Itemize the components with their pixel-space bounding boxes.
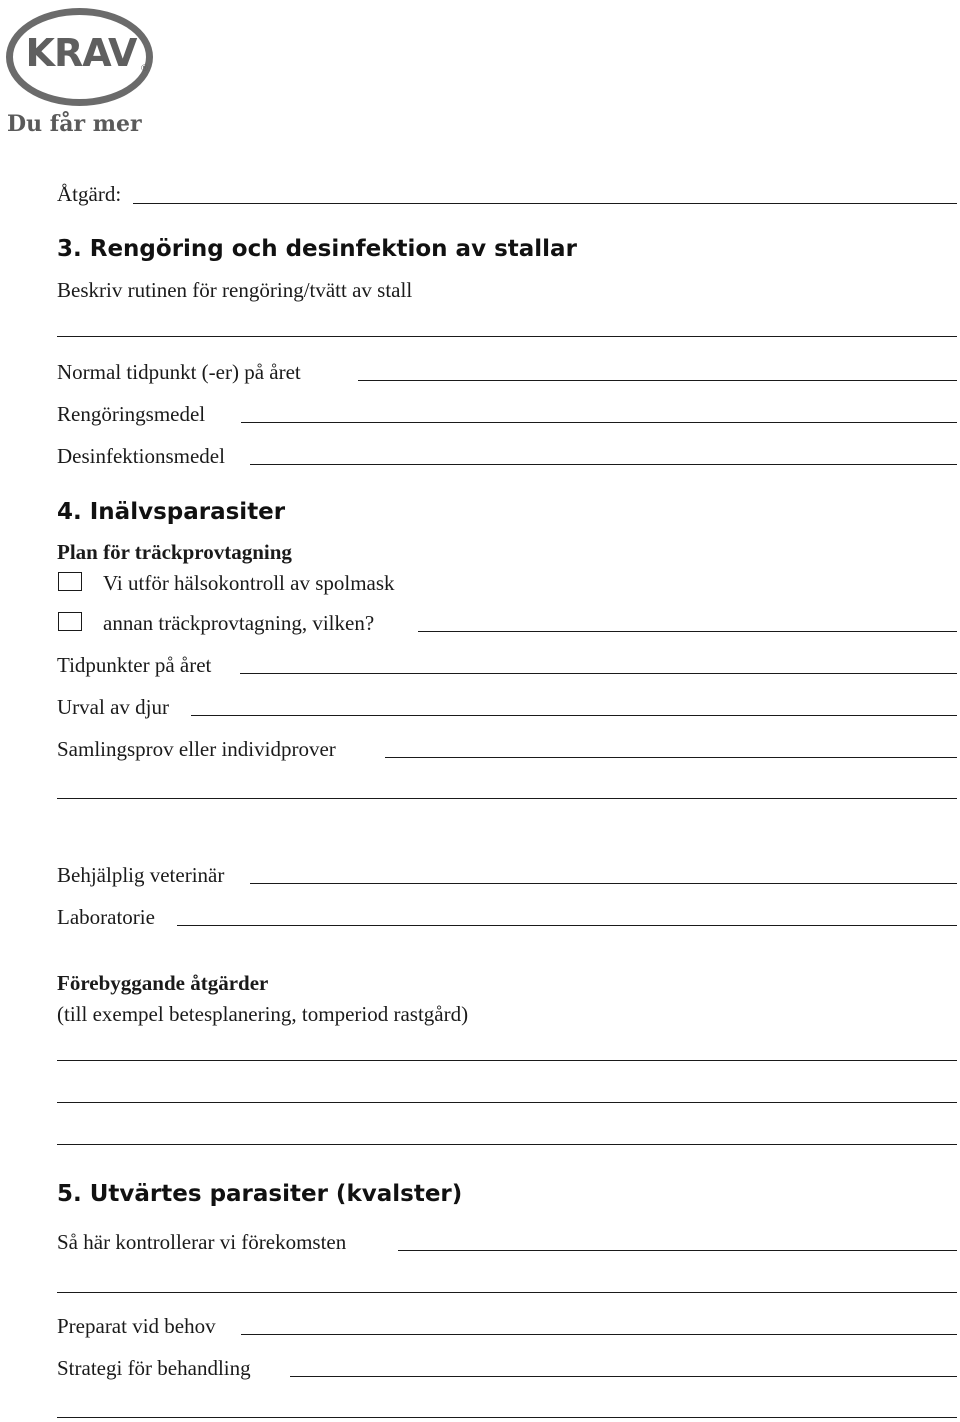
section4-preventive-title: Förebyggande åtgärder: [57, 971, 269, 995]
section5-strategy-extra-line[interactable]: [57, 1417, 957, 1418]
section3-time-label: Normal tidpunkt (-er) på året: [57, 360, 301, 384]
section4-selection-line[interactable]: [191, 715, 957, 716]
section5-preparation-line[interactable]: [241, 1334, 957, 1335]
section4-times-label: Tidpunkter på året: [57, 653, 212, 677]
section4-preventive-line-2[interactable]: [57, 1102, 957, 1103]
section4-preventive-line-1[interactable]: [57, 1060, 957, 1061]
section5-strategy-line[interactable]: [290, 1376, 957, 1377]
section3-time-line[interactable]: [358, 380, 957, 381]
atgard-input-line[interactable]: [133, 203, 957, 204]
section4-samples-extra-line[interactable]: [57, 798, 957, 799]
section5-control-label: Så här kontrollerar vi förekomsten: [57, 1230, 347, 1254]
section4-lab-line[interactable]: [177, 925, 957, 926]
atgard-label: Åtgärd:: [57, 182, 122, 206]
section3-description-line[interactable]: [57, 336, 957, 337]
section4-preventive-example: (till exempel betesplanering, tomperiod rastgård): [57, 1002, 469, 1026]
section3-cleaner-label: Rengöringsmedel: [57, 402, 206, 426]
section4-selection-label: Urval av djur: [57, 695, 169, 719]
section3-disinfectant-label: Desinfektionsmedel: [57, 444, 225, 468]
section3-heading: 3. Rengöring och desinfektion av stallar: [57, 236, 577, 262]
section5-strategy-label: Strategi för behandling: [57, 1356, 251, 1380]
section5-heading: 5. Utvärtes parasiter (kvalster): [57, 1181, 463, 1207]
section5-preparation-label: Preparat vid behov: [57, 1314, 216, 1338]
section4-vet-label: Behjälplig veterinär: [57, 863, 225, 887]
logo-registered-mark: ®: [140, 64, 149, 74]
section4-plan-title: Plan för träckprovtagning: [57, 540, 292, 564]
section4-vet-line[interactable]: [250, 883, 957, 884]
section4-preventive-line-3[interactable]: [57, 1144, 957, 1145]
section5-control-line[interactable]: [398, 1250, 957, 1251]
section3-cleaner-line[interactable]: [241, 422, 957, 423]
section4-heading: 4. Inälvsparasiter: [57, 499, 286, 525]
section4-samples-line[interactable]: [385, 757, 957, 758]
section5-control-extra-line[interactable]: [57, 1292, 957, 1293]
checkbox-other-sampling[interactable]: [58, 612, 82, 631]
section4-times-line[interactable]: [240, 673, 957, 674]
option-other-sampling-line[interactable]: [418, 631, 957, 632]
section4-lab-label: Laboratorie: [57, 905, 155, 929]
option-other-sampling-label: annan träckprovtagning, vilken?: [103, 611, 375, 635]
logo-brand: KRAV: [25, 31, 137, 75]
option-spolmask-label: Vi utför hälsokontroll av spolmask: [103, 571, 395, 595]
checkbox-spolmask[interactable]: [58, 572, 82, 591]
section3-description: Beskriv rutinen för rengöring/tvätt av stall: [57, 278, 413, 302]
section3-disinfectant-line[interactable]: [250, 464, 957, 465]
logo-tagline: Du får mer: [7, 111, 142, 137]
section4-samples-label: Samlingsprov eller individprover: [57, 737, 336, 761]
